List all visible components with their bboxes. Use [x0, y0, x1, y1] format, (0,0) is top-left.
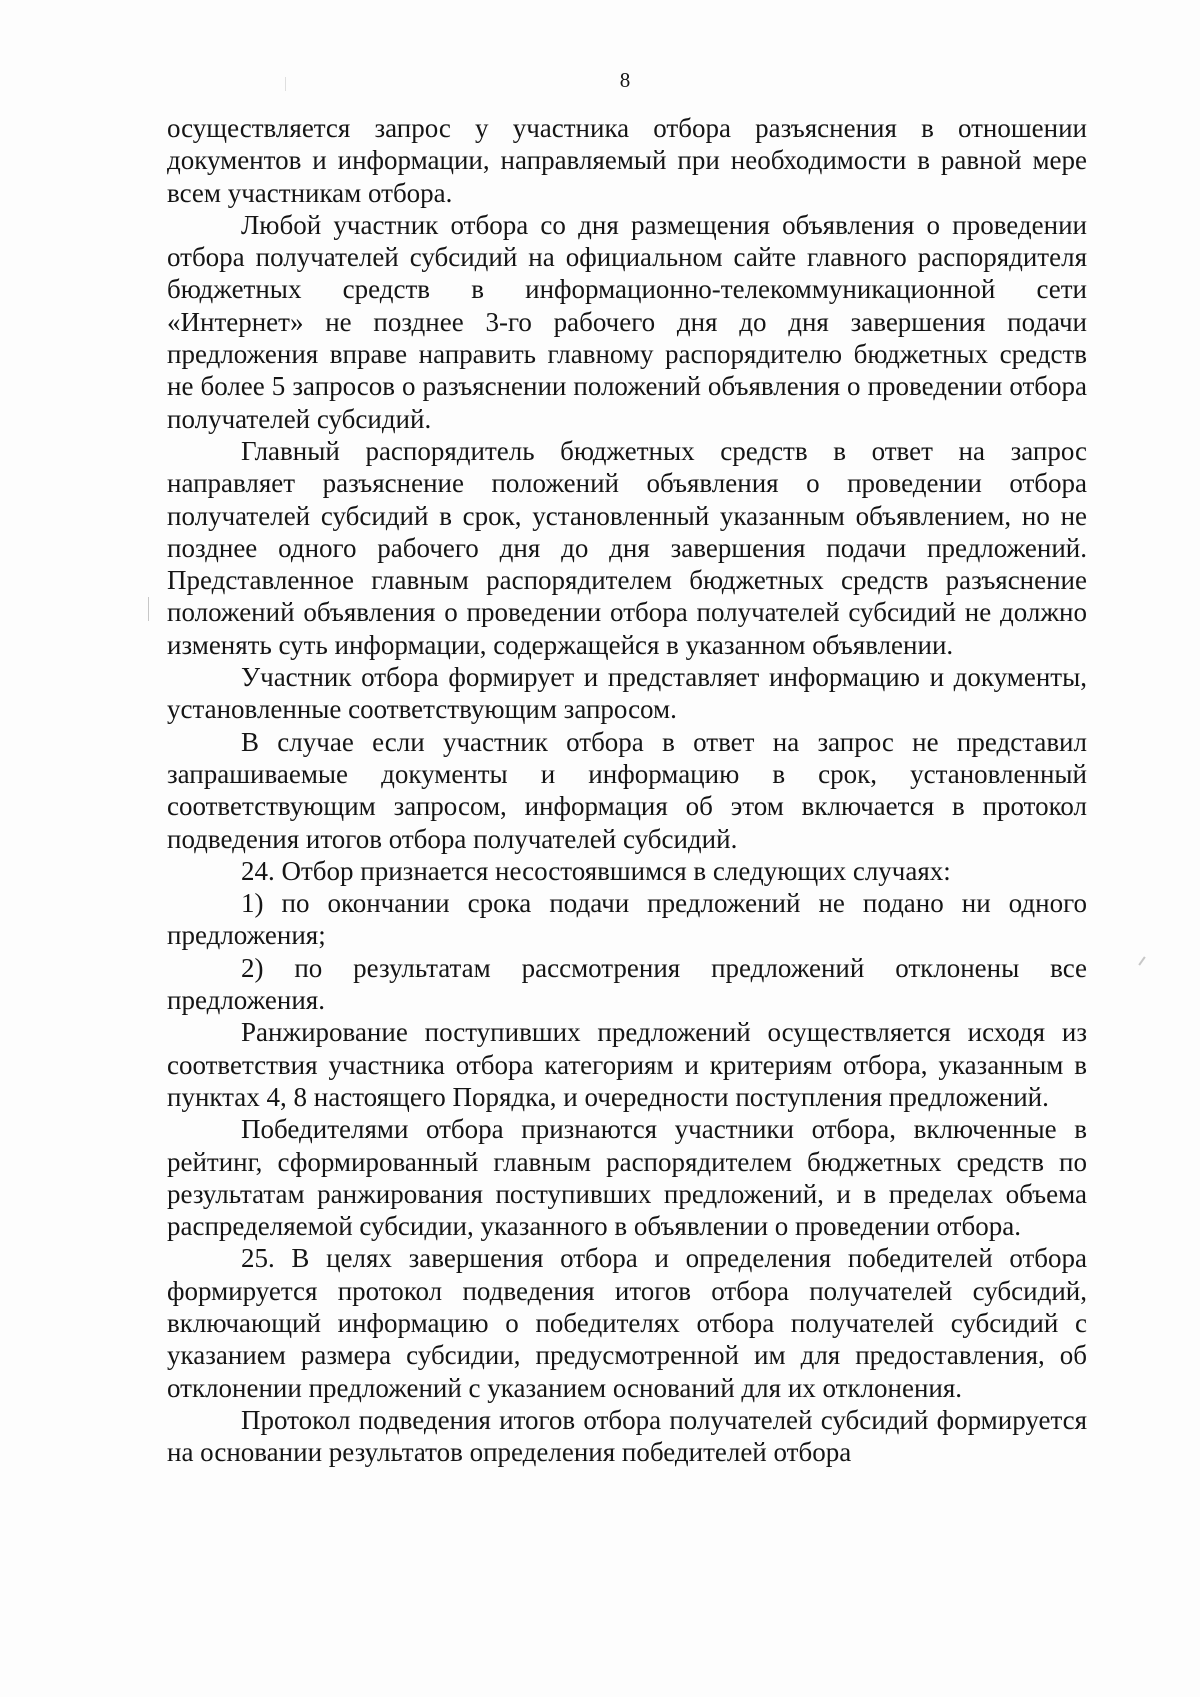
- paragraph: Участник отбора формирует и представляет информацию и документы, установленные соответствующим запросом.: [167, 662, 1087, 725]
- document-body: [167, 112, 1087, 1468]
- scan-artifact: [1138, 956, 1145, 965]
- section-25: 25. В целях завершения отбора и определения победителей отбора формируется протокол подведения итогов отбора получателей субсидий, включающий информацию о победителях отбора получателей субсидий с указанием размера субсидии, предусмотренной им для предоставления, об отклонении предложений с указанием оснований для их отклонения.: [167, 1243, 1087, 1403]
- paragraph: Любой участник отбора со дня размещения объявления о проведении отбора получателей субсидий на официальном сайте главного распорядителя бюджетных средств в информационно-телекоммуникационной сети «Интернет» не позднее 3-го рабочего дня до дня завершения подачи предложения вправе направить главному распорядителю бюджетных средств не более 5 запросов о разъяснении положений объявления о проведении отбора получателей субсидий.: [167, 209, 1087, 434]
- scan-artifact: [148, 597, 149, 621]
- paragraph: Главный распорядитель бюджетных средств в ответ на запрос направляет разъяснение положений объявления о проведении отбора получателей субсидий в срок, установленный указанным объявлением, но не позднее одного рабочего дня до дня завершения подачи предложений. Представленное главным распорядителем бюджетных средств разъяснение положений объявления о проведении отбора получателей субсидий не должно изменять суть информации, содержащейся в указанном объявлении.: [167, 435, 1087, 660]
- section-heading-24: 24. Отбор признается несостоявшимся в следующих случаях:: [241, 855, 951, 886]
- paragraph: Ранжирование поступивших предложений осуществляется исходя из соответствия участника отбора категориям и критериям отбора, указанным в пунктах 4, 8 настоящего Порядка, и очередности поступления предложений.: [167, 1017, 1087, 1112]
- paragraph-cut-off: Протокол подведения итогов отбора получателей субсидий формируется на основании результатов определения победителей отбора: [167, 1404, 1087, 1468]
- page-number: 8: [619, 68, 631, 92]
- list-item-2: 2) по результатам рассмотрения предложений отклонены все предложения.: [167, 952, 1087, 1016]
- list-item-1: 1) по окончании срока подачи предложений не подано ни одного предложения;: [167, 888, 1087, 951]
- paragraph: Победителями отбора признаются участники отбора, включенные в рейтинг, сформированный главным распорядителем бюджетных средств по результатам ранжирования поступивших предложений, и в пределах объема распределяемой субсидии, указанного в объявлении о проведении отбора.: [167, 1114, 1087, 1242]
- scan-artifact: [285, 77, 286, 91]
- paragraph: В случае если участник отбора в ответ на запрос не представил запрашиваемые документы и информацию в срок, установленный соответствующим запросом, информация об этом включается в протокол подведения итогов отбора получателей субсидий.: [167, 726, 1087, 854]
- paragraph-continuation: осуществляется запрос у участника отбора разъяснения в отношении документов и информации, направляемый при необходимости в равной мере всем участникам отбора.: [167, 113, 1087, 208]
